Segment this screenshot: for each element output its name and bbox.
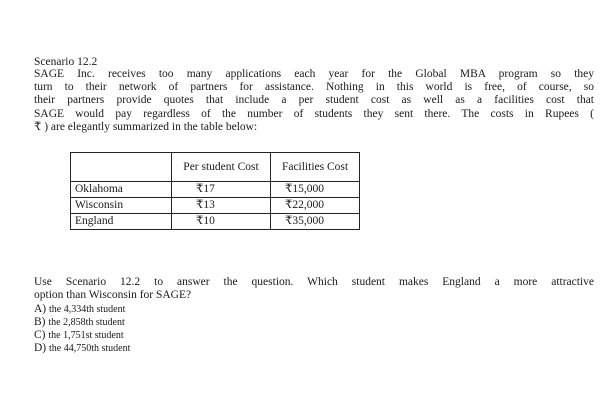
facilities-cost-cell: ₹15,000 bbox=[271, 182, 360, 198]
facilities-cost-cell: ₹35,000 bbox=[271, 214, 360, 230]
per-student-cost-cell: ₹17 bbox=[172, 182, 271, 198]
scenario-title: Scenario 12.2 bbox=[34, 56, 98, 68]
facilities-cost-cell: ₹22,000 bbox=[271, 198, 360, 214]
answer-option-b[interactable] bbox=[34, 316, 130, 329]
table-corner-cell bbox=[71, 153, 172, 182]
answer-option-a[interactable] bbox=[34, 303, 130, 316]
facilities-cost-header: Facilities Cost bbox=[271, 153, 360, 182]
answer-options bbox=[34, 303, 130, 355]
option-letter: C) bbox=[34, 329, 46, 341]
option-letter: D) bbox=[34, 342, 47, 354]
answer-option-d[interactable] bbox=[34, 342, 130, 355]
per-student-cost-cell: ₹13 bbox=[172, 198, 271, 214]
scenario-line: SAGE would pay regardless of the number of students they sent there. The costs in Rupees ( bbox=[34, 107, 594, 120]
option-text: the 44,750th student bbox=[49, 343, 131, 354]
question-text bbox=[34, 276, 594, 302]
per-student-cost-cell: ₹10 bbox=[172, 214, 271, 230]
table-header-row bbox=[71, 153, 360, 182]
table-row bbox=[71, 198, 360, 214]
option-letter: B) bbox=[34, 316, 46, 328]
table-row bbox=[71, 182, 360, 198]
scenario-line: SAGE Inc. receives too many applications each year for the Global MBA program so they bbox=[34, 68, 594, 80]
option-text: the 1,751st student bbox=[48, 330, 124, 341]
location-cell: Wisconsin bbox=[71, 198, 172, 214]
scenario-line: turn to their network of partners for assistance. Nothing in this world is free, of course, so bbox=[34, 81, 594, 94]
option-text: the 2,858th student bbox=[48, 317, 125, 328]
location-cell: England bbox=[71, 214, 172, 230]
scenario-paragraph bbox=[34, 68, 594, 134]
option-text: the 4,334th student bbox=[49, 304, 126, 315]
per-student-cost-header: Per student Cost bbox=[172, 153, 271, 182]
question-line: option than Wisconsin for SAGE? bbox=[34, 289, 192, 302]
option-letter: A) bbox=[34, 303, 47, 315]
cost-table bbox=[70, 152, 360, 230]
question-line: Use Scenario 12.2 to answer the question. Which student makes England a more attractive bbox=[34, 276, 594, 288]
location-cell: Oklahoma bbox=[71, 182, 172, 198]
scenario-line: ₹ ) are elegantly summarized in the table below: bbox=[34, 120, 258, 133]
scenario-line: their partners provide quotes that include a per student cost as well as a facilities cost that bbox=[34, 94, 594, 107]
table-row bbox=[71, 214, 360, 230]
answer-option-c[interactable] bbox=[34, 329, 130, 342]
